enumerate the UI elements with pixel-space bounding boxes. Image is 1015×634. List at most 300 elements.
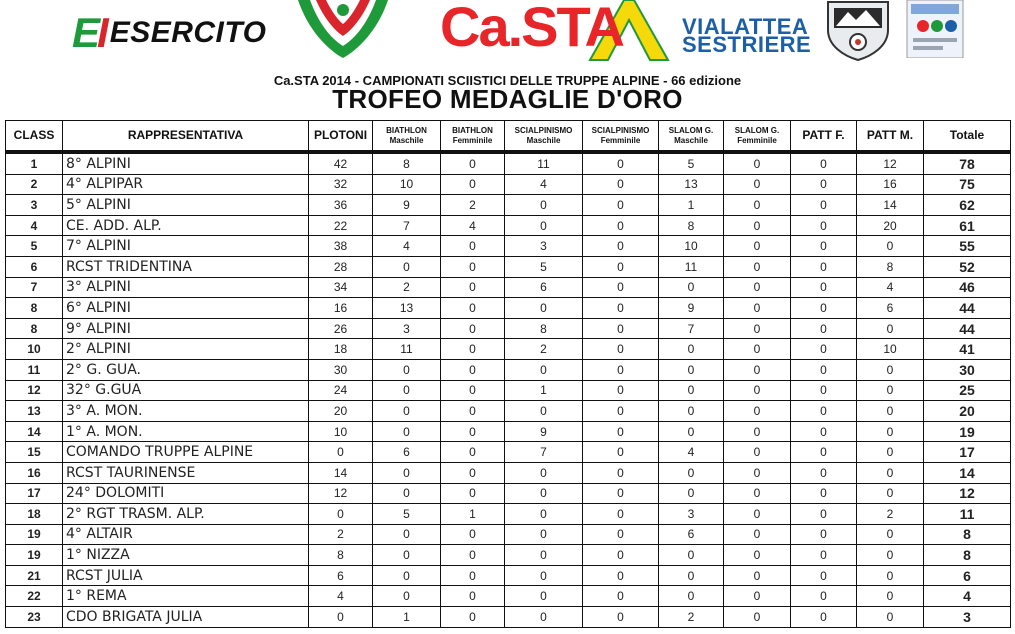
slalom-f-cell: 0 bbox=[724, 256, 791, 277]
table-row bbox=[6, 421, 1011, 442]
biathlon-f-cell: 0 bbox=[441, 298, 505, 319]
biathlon-f-cell: 0 bbox=[441, 462, 505, 483]
table-row bbox=[6, 256, 1011, 277]
slalom-f-cell: 0 bbox=[724, 442, 791, 463]
vialattea-line2: SESTRIERE bbox=[682, 32, 812, 57]
slalom-f-cell: 0 bbox=[724, 215, 791, 236]
patt-m-cell: 6 bbox=[857, 298, 924, 319]
slalom-f-cell: 0 bbox=[724, 586, 791, 607]
slalom-f-cell: 0 bbox=[724, 421, 791, 442]
rank-cell: 18 bbox=[6, 504, 63, 525]
biathlon-f-cell: 0 bbox=[441, 565, 505, 586]
slalom-m-cell: 9 bbox=[659, 298, 724, 319]
biathlon-m-cell: 4 bbox=[373, 236, 441, 257]
patt-f-cell: 0 bbox=[791, 174, 857, 195]
logo-strip bbox=[0, 0, 1015, 68]
patt-m-cell: 0 bbox=[857, 318, 924, 339]
event-poster-logo bbox=[905, 0, 965, 58]
patt-f-cell: 0 bbox=[791, 298, 857, 319]
scialp-f-cell: 0 bbox=[583, 380, 659, 401]
team-cell: 5° ALPINI bbox=[63, 195, 309, 216]
patt-m-cell: 0 bbox=[857, 380, 924, 401]
biathlon-f-cell: 0 bbox=[441, 256, 505, 277]
rank-cell: 2 bbox=[6, 174, 63, 195]
biathlon-m-cell: 10 bbox=[373, 174, 441, 195]
biathlon-m-cell: 0 bbox=[373, 401, 441, 422]
rank-cell: 10 bbox=[6, 339, 63, 360]
team-cell: CDO BRIGATA JULIA bbox=[63, 607, 309, 628]
patt-m-cell: 0 bbox=[857, 236, 924, 257]
rank-cell: 16 bbox=[6, 462, 63, 483]
slalom-f-cell: 0 bbox=[724, 359, 791, 380]
casta-logo bbox=[440, 0, 672, 62]
plotoni-cell: 26 bbox=[309, 318, 373, 339]
patt-f-cell: 0 bbox=[791, 483, 857, 504]
biathlon-m-cell: 0 bbox=[373, 380, 441, 401]
scialp-f-cell: 0 bbox=[583, 565, 659, 586]
header-patt-f: PATT F. bbox=[791, 121, 857, 153]
plotoni-cell: 0 bbox=[309, 504, 373, 525]
scialp-f-cell: 0 bbox=[583, 236, 659, 257]
total-cell: 17 bbox=[924, 442, 1011, 463]
biathlon-f-cell: 0 bbox=[441, 359, 505, 380]
biathlon-m-cell: 0 bbox=[373, 524, 441, 545]
team-cell: 8° ALPINI bbox=[63, 152, 309, 174]
rank-cell: 19 bbox=[6, 545, 63, 566]
slalom-f-cell: 0 bbox=[724, 565, 791, 586]
total-cell: 25 bbox=[924, 380, 1011, 401]
scialp-m-cell: 0 bbox=[505, 401, 583, 422]
scialp-m-cell: 0 bbox=[505, 545, 583, 566]
rank-cell: 17 bbox=[6, 483, 63, 504]
biathlon-f-cell: 0 bbox=[441, 318, 505, 339]
biathlon-f-cell: 0 bbox=[441, 524, 505, 545]
rank-cell: 8 bbox=[6, 298, 63, 319]
scialp-m-cell: 0 bbox=[505, 462, 583, 483]
slalom-f-cell: 0 bbox=[724, 504, 791, 525]
scialp-m-cell: 0 bbox=[505, 524, 583, 545]
table-row bbox=[6, 380, 1011, 401]
biathlon-m-cell: 7 bbox=[373, 215, 441, 236]
scialp-f-cell: 0 bbox=[583, 195, 659, 216]
slalom-f-cell: 0 bbox=[724, 524, 791, 545]
slalom-m-cell: 0 bbox=[659, 401, 724, 422]
table-row bbox=[6, 359, 1011, 380]
slalom-m-cell: 1 bbox=[659, 195, 724, 216]
total-cell: 30 bbox=[924, 359, 1011, 380]
esercito-logo bbox=[72, 8, 267, 58]
patt-m-cell: 0 bbox=[857, 442, 924, 463]
plotoni-cell: 28 bbox=[309, 256, 373, 277]
rank-cell: 14 bbox=[6, 421, 63, 442]
patt-f-cell: 0 bbox=[791, 359, 857, 380]
slalom-m-cell: 0 bbox=[659, 277, 724, 298]
team-cell: 1° A. MON. bbox=[63, 421, 309, 442]
slalom-f-cell: 0 bbox=[724, 174, 791, 195]
table-row bbox=[6, 607, 1011, 628]
patt-f-cell: 0 bbox=[791, 565, 857, 586]
slalom-m-cell: 0 bbox=[659, 359, 724, 380]
header-patt-m: PATT M. bbox=[857, 121, 924, 153]
table-row bbox=[6, 442, 1011, 463]
scialp-m-cell: 11 bbox=[505, 152, 583, 174]
header-plotoni: PLOTONI bbox=[309, 121, 373, 153]
patt-f-cell: 0 bbox=[791, 401, 857, 422]
team-cell: 1° NIZZA bbox=[63, 545, 309, 566]
scialp-f-cell: 0 bbox=[583, 152, 659, 174]
patt-m-cell: 14 bbox=[857, 195, 924, 216]
plotoni-cell: 36 bbox=[309, 195, 373, 216]
total-cell: 20 bbox=[924, 401, 1011, 422]
scialp-f-cell: 0 bbox=[583, 462, 659, 483]
team-cell: 7° ALPINI bbox=[63, 236, 309, 257]
table-row bbox=[6, 152, 1011, 174]
team-cell: COMANDO TRUPPE ALPINE bbox=[63, 442, 309, 463]
header-scialpinismo-maschile: SCIALPINISMO Maschile bbox=[505, 121, 583, 153]
slalom-f-cell: 0 bbox=[724, 380, 791, 401]
patt-m-cell: 0 bbox=[857, 462, 924, 483]
biathlon-m-cell: 9 bbox=[373, 195, 441, 216]
patt-f-cell: 0 bbox=[791, 236, 857, 257]
team-cell: 2° RGT TRASM. ALP. bbox=[63, 504, 309, 525]
patt-m-cell: 0 bbox=[857, 359, 924, 380]
scialp-f-cell: 0 bbox=[583, 298, 659, 319]
plotoni-cell: 22 bbox=[309, 215, 373, 236]
slalom-f-cell: 0 bbox=[724, 401, 791, 422]
biathlon-m-cell: 0 bbox=[373, 545, 441, 566]
patt-f-cell: 0 bbox=[791, 215, 857, 236]
plotoni-cell: 4 bbox=[309, 586, 373, 607]
event-subtitle: Ca.STA 2014 - CAMPIONATI SCIISTICI DELLE TRUPPE ALPINE - 66 edizione bbox=[273, 73, 742, 88]
rank-cell: 5 bbox=[6, 236, 63, 257]
table-row bbox=[6, 236, 1011, 257]
header-slalom-femminile: SLALOM G. Femminile bbox=[724, 121, 791, 153]
scialp-m-cell: 0 bbox=[505, 359, 583, 380]
scialp-m-cell: 9 bbox=[505, 421, 583, 442]
patt-f-cell: 0 bbox=[791, 545, 857, 566]
biathlon-f-cell: 1 bbox=[441, 504, 505, 525]
total-cell: 44 bbox=[924, 298, 1011, 319]
scialp-m-cell: 0 bbox=[505, 565, 583, 586]
scialp-m-cell: 2 bbox=[505, 339, 583, 360]
table-row bbox=[6, 545, 1011, 566]
slalom-m-cell: 0 bbox=[659, 586, 724, 607]
slalom-f-cell: 0 bbox=[724, 545, 791, 566]
slalom-m-cell: 0 bbox=[659, 565, 724, 586]
biathlon-m-cell: 13 bbox=[373, 298, 441, 319]
table-row bbox=[6, 462, 1011, 483]
slalom-f-cell: 0 bbox=[724, 152, 791, 174]
biathlon-f-cell: 0 bbox=[441, 380, 505, 401]
header-biathlon-femminile: BIATHLON Femminile bbox=[441, 121, 505, 153]
scialp-m-cell: 0 bbox=[505, 195, 583, 216]
biathlon-f-cell: 0 bbox=[441, 442, 505, 463]
patt-m-cell: 0 bbox=[857, 524, 924, 545]
team-cell: CE. ADD. ALP. bbox=[63, 215, 309, 236]
table-row bbox=[6, 174, 1011, 195]
table-row bbox=[6, 483, 1011, 504]
rank-cell: 21 bbox=[6, 565, 63, 586]
biathlon-m-cell: 0 bbox=[373, 586, 441, 607]
header-slalom-maschile: SLALOM G. Maschile bbox=[659, 121, 724, 153]
table-row bbox=[6, 298, 1011, 319]
scialp-m-cell: 0 bbox=[505, 298, 583, 319]
biathlon-m-cell: 0 bbox=[373, 256, 441, 277]
biathlon-m-cell: 0 bbox=[373, 462, 441, 483]
team-cell: 6° ALPINI bbox=[63, 298, 309, 319]
total-cell: 62 bbox=[924, 195, 1011, 216]
team-cell: 1° REMA bbox=[63, 586, 309, 607]
team-cell: 24° DOLOMITI bbox=[63, 483, 309, 504]
scialp-m-cell: 0 bbox=[505, 483, 583, 504]
plotoni-cell: 38 bbox=[309, 236, 373, 257]
slalom-m-cell: 8 bbox=[659, 215, 724, 236]
rank-cell: 1 bbox=[6, 152, 63, 174]
slalom-m-cell: 0 bbox=[659, 380, 724, 401]
header-totale: Totale bbox=[924, 121, 1011, 153]
biathlon-f-cell: 0 bbox=[441, 421, 505, 442]
scialp-f-cell: 0 bbox=[583, 401, 659, 422]
total-cell: 75 bbox=[924, 174, 1011, 195]
patt-f-cell: 0 bbox=[791, 504, 857, 525]
total-cell: 41 bbox=[924, 339, 1011, 360]
rank-cell: 7 bbox=[6, 277, 63, 298]
scialp-m-cell: 0 bbox=[505, 504, 583, 525]
scialp-m-cell: 3 bbox=[505, 236, 583, 257]
rank-cell: 22 bbox=[6, 586, 63, 607]
plotoni-cell: 24 bbox=[309, 380, 373, 401]
slalom-m-cell: 11 bbox=[659, 256, 724, 277]
biathlon-f-cell: 0 bbox=[441, 401, 505, 422]
total-cell: 46 bbox=[924, 277, 1011, 298]
rank-cell: 12 bbox=[6, 380, 63, 401]
team-cell: 4° ALPIPAR bbox=[63, 174, 309, 195]
scialp-f-cell: 0 bbox=[583, 524, 659, 545]
scialp-f-cell: 0 bbox=[583, 483, 659, 504]
total-cell: 6 bbox=[924, 565, 1011, 586]
total-cell: 78 bbox=[924, 152, 1011, 174]
biathlon-f-cell: 0 bbox=[441, 277, 505, 298]
total-cell: 14 bbox=[924, 462, 1011, 483]
slalom-m-cell: 0 bbox=[659, 545, 724, 566]
plotoni-cell: 2 bbox=[309, 524, 373, 545]
biathlon-f-cell: 4 bbox=[441, 215, 505, 236]
patt-f-cell: 0 bbox=[791, 152, 857, 174]
slalom-m-cell: 7 bbox=[659, 318, 724, 339]
biathlon-m-cell: 0 bbox=[373, 421, 441, 442]
patt-f-cell: 0 bbox=[791, 380, 857, 401]
header-team: RAPPRESENTATIVA bbox=[63, 121, 309, 153]
plotoni-cell: 0 bbox=[309, 442, 373, 463]
biathlon-f-cell: 0 bbox=[441, 152, 505, 174]
scialp-m-cell: 7 bbox=[505, 442, 583, 463]
team-cell: RCST JULIA bbox=[63, 565, 309, 586]
patt-m-cell: 0 bbox=[857, 586, 924, 607]
patt-f-cell: 0 bbox=[791, 462, 857, 483]
rank-cell: 11 bbox=[6, 359, 63, 380]
plotoni-cell: 18 bbox=[309, 339, 373, 360]
plotoni-cell: 10 bbox=[309, 421, 373, 442]
scialp-f-cell: 0 bbox=[583, 215, 659, 236]
scialp-f-cell: 0 bbox=[583, 421, 659, 442]
biathlon-f-cell: 0 bbox=[441, 483, 505, 504]
team-cell: 4° ALTAIR bbox=[63, 524, 309, 545]
slalom-f-cell: 0 bbox=[724, 236, 791, 257]
patt-m-cell: 4 bbox=[857, 277, 924, 298]
scialp-f-cell: 0 bbox=[583, 277, 659, 298]
biathlon-m-cell: 2 bbox=[373, 277, 441, 298]
biathlon-f-cell: 2 bbox=[441, 195, 505, 216]
scialp-m-cell: 6 bbox=[505, 277, 583, 298]
slalom-m-cell: 5 bbox=[659, 152, 724, 174]
biathlon-f-cell: 0 bbox=[441, 545, 505, 566]
total-cell: 61 bbox=[924, 215, 1011, 236]
plotoni-cell: 20 bbox=[309, 401, 373, 422]
total-cell: 8 bbox=[924, 545, 1011, 566]
patt-m-cell: 12 bbox=[857, 152, 924, 174]
biathlon-f-cell: 0 bbox=[441, 607, 505, 628]
team-cell: 32° G.GUA bbox=[63, 380, 309, 401]
scialp-m-cell: 0 bbox=[505, 586, 583, 607]
table-row bbox=[6, 504, 1011, 525]
patt-f-cell: 0 bbox=[791, 442, 857, 463]
team-cell: 9° ALPINI bbox=[63, 318, 309, 339]
table-header-row bbox=[6, 121, 1011, 153]
plotoni-cell: 12 bbox=[309, 483, 373, 504]
slalom-f-cell: 0 bbox=[724, 483, 791, 504]
slalom-m-cell: 10 bbox=[659, 236, 724, 257]
table-row bbox=[6, 524, 1011, 545]
esercito-logo-text: ESERCITO bbox=[109, 16, 267, 49]
total-cell: 11 bbox=[924, 504, 1011, 525]
standings-body bbox=[6, 152, 1011, 627]
total-cell: 55 bbox=[924, 236, 1011, 257]
patt-m-cell: 20 bbox=[857, 215, 924, 236]
slalom-f-cell: 0 bbox=[724, 339, 791, 360]
plotoni-cell: 14 bbox=[309, 462, 373, 483]
slalom-m-cell: 2 bbox=[659, 607, 724, 628]
biathlon-m-cell: 8 bbox=[373, 152, 441, 174]
plotoni-cell: 30 bbox=[309, 359, 373, 380]
team-cell: 3° ALPINI bbox=[63, 277, 309, 298]
table-row bbox=[6, 586, 1011, 607]
plotoni-cell: 34 bbox=[309, 277, 373, 298]
scialp-f-cell: 0 bbox=[583, 359, 659, 380]
slalom-f-cell: 0 bbox=[724, 195, 791, 216]
slalom-m-cell: 3 bbox=[659, 504, 724, 525]
slalom-f-cell: 0 bbox=[724, 462, 791, 483]
patt-f-cell: 0 bbox=[791, 421, 857, 442]
patt-f-cell: 0 bbox=[791, 586, 857, 607]
rank-cell: 13 bbox=[6, 401, 63, 422]
scialp-f-cell: 0 bbox=[583, 256, 659, 277]
total-cell: 12 bbox=[924, 483, 1011, 504]
total-cell: 44 bbox=[924, 318, 1011, 339]
patt-m-cell: 0 bbox=[857, 483, 924, 504]
patt-m-cell: 0 bbox=[857, 607, 924, 628]
patt-m-cell: 16 bbox=[857, 174, 924, 195]
biathlon-m-cell: 3 bbox=[373, 318, 441, 339]
table-row bbox=[6, 195, 1011, 216]
scialp-f-cell: 0 bbox=[583, 545, 659, 566]
total-cell: 19 bbox=[924, 421, 1011, 442]
patt-m-cell: 10 bbox=[857, 339, 924, 360]
slalom-f-cell: 0 bbox=[724, 318, 791, 339]
scialp-m-cell: 0 bbox=[505, 607, 583, 628]
patt-f-cell: 0 bbox=[791, 195, 857, 216]
total-cell: 8 bbox=[924, 524, 1011, 545]
patt-f-cell: 0 bbox=[791, 277, 857, 298]
slalom-m-cell: 0 bbox=[659, 462, 724, 483]
slalom-m-cell: 4 bbox=[659, 442, 724, 463]
patt-m-cell: 0 bbox=[857, 565, 924, 586]
rank-cell: 4 bbox=[6, 215, 63, 236]
biathlon-m-cell: 11 bbox=[373, 339, 441, 360]
table-row bbox=[6, 339, 1011, 360]
patt-f-cell: 0 bbox=[791, 524, 857, 545]
table-row bbox=[6, 318, 1011, 339]
scialp-f-cell: 0 bbox=[583, 318, 659, 339]
scialp-m-cell: 5 bbox=[505, 256, 583, 277]
casta-heart-logo bbox=[288, 0, 398, 60]
team-cell: RCST TRIDENTINA bbox=[63, 256, 309, 277]
scialp-m-cell: 8 bbox=[505, 318, 583, 339]
team-cell: 2° G. GUA. bbox=[63, 359, 309, 380]
plotoni-cell: 32 bbox=[309, 174, 373, 195]
patt-f-cell: 0 bbox=[791, 339, 857, 360]
biathlon-m-cell: 1 bbox=[373, 607, 441, 628]
patt-m-cell: 8 bbox=[857, 256, 924, 277]
scialp-f-cell: 0 bbox=[583, 339, 659, 360]
standings-table bbox=[5, 120, 1011, 628]
patt-m-cell: 0 bbox=[857, 545, 924, 566]
scialp-f-cell: 0 bbox=[583, 504, 659, 525]
rank-cell: 15 bbox=[6, 442, 63, 463]
slalom-m-cell: 13 bbox=[659, 174, 724, 195]
patt-f-cell: 0 bbox=[791, 318, 857, 339]
page-title: TROFEO MEDAGLIE D'ORO bbox=[332, 84, 683, 114]
plotoni-cell: 42 bbox=[309, 152, 373, 174]
alpine-troops-shield-logo bbox=[822, 0, 894, 62]
rank-cell: 23 bbox=[6, 607, 63, 628]
header-scialpinismo-femminile: SCIALPINISMO Femminile bbox=[583, 121, 659, 153]
slalom-m-cell: 0 bbox=[659, 483, 724, 504]
plotoni-cell: 8 bbox=[309, 545, 373, 566]
scialp-f-cell: 0 bbox=[583, 607, 659, 628]
plotoni-cell: 16 bbox=[309, 298, 373, 319]
table-row bbox=[6, 401, 1011, 422]
slalom-m-cell: 6 bbox=[659, 524, 724, 545]
biathlon-m-cell: 5 bbox=[373, 504, 441, 525]
team-cell: 3° A. MON. bbox=[63, 401, 309, 422]
rank-cell: 3 bbox=[6, 195, 63, 216]
biathlon-m-cell: 0 bbox=[373, 565, 441, 586]
total-cell: 4 bbox=[924, 586, 1011, 607]
casta-logo-text: Ca.STA bbox=[440, 0, 623, 58]
slalom-m-cell: 0 bbox=[659, 339, 724, 360]
total-cell: 52 bbox=[924, 256, 1011, 277]
table-row bbox=[6, 565, 1011, 586]
patt-m-cell: 0 bbox=[857, 421, 924, 442]
vialattea-logo bbox=[682, 14, 812, 57]
header-biathlon-maschile: BIATHLON Maschile bbox=[373, 121, 441, 153]
scialp-m-cell: 1 bbox=[505, 380, 583, 401]
rank-cell: 19 bbox=[6, 524, 63, 545]
rank-cell: 8 bbox=[6, 318, 63, 339]
patt-m-cell: 2 bbox=[857, 504, 924, 525]
header-class: CLASS bbox=[6, 121, 63, 153]
table-row bbox=[6, 277, 1011, 298]
